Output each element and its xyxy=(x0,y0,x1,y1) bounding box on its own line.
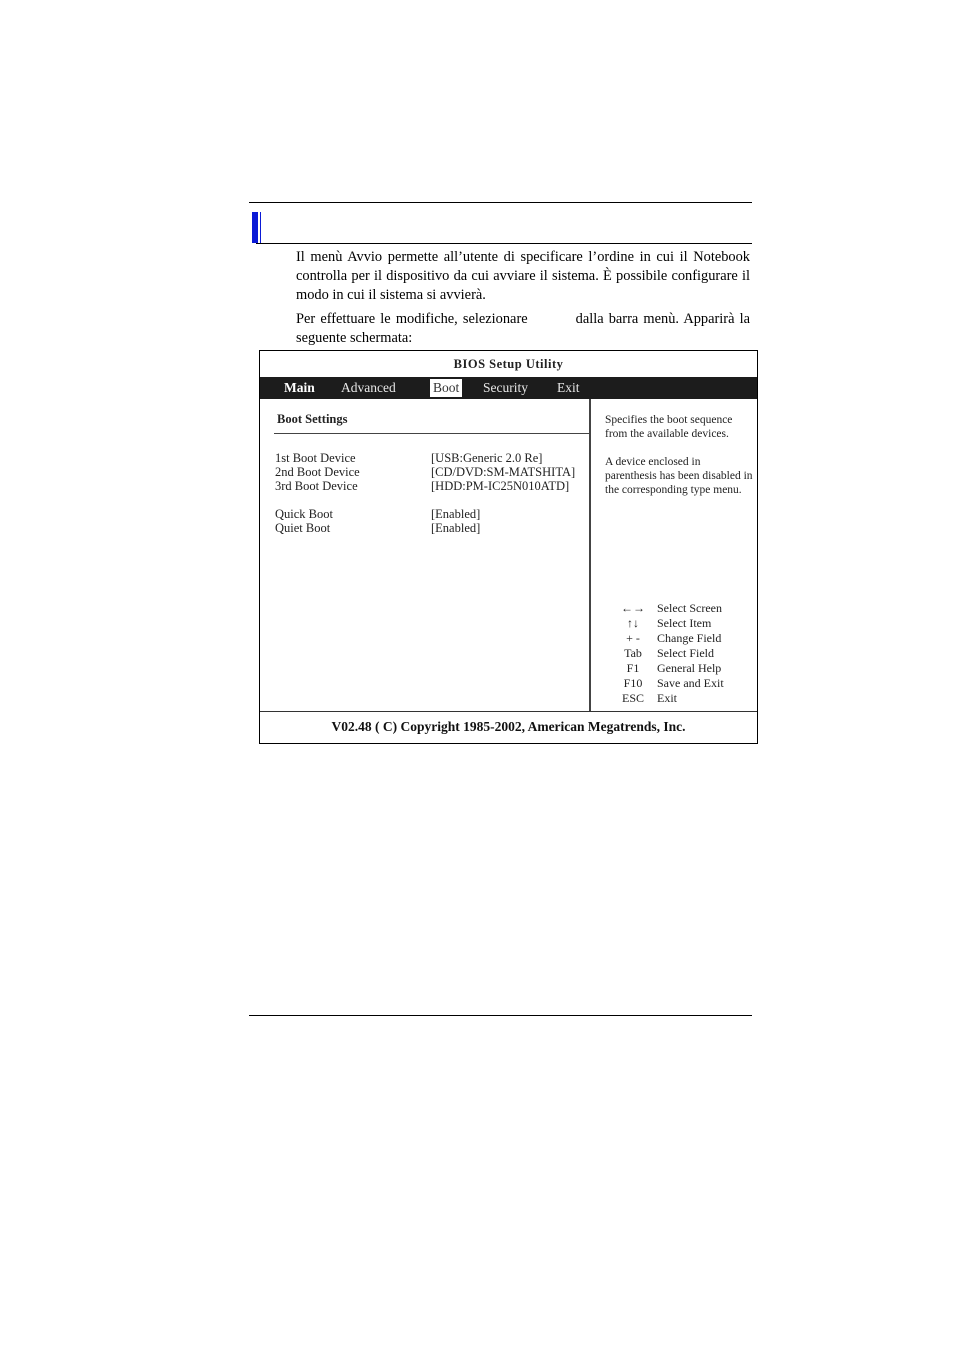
key-row xyxy=(605,676,755,691)
key-row xyxy=(605,616,755,631)
footer-divider xyxy=(260,711,757,712)
setting-label: 2nd Boot Device xyxy=(275,465,360,479)
key-label: + - xyxy=(626,631,640,645)
setting-label: Quiet Boot xyxy=(275,521,331,535)
key-label: F1 xyxy=(626,661,640,675)
key-label: ESC xyxy=(621,691,644,705)
menu-exit[interactable]: Exit xyxy=(557,380,580,395)
setting-label: Quick Boot xyxy=(275,507,333,521)
help-paragraph: Specifies the boot sequence from the available devices. xyxy=(605,414,733,440)
key-legend xyxy=(605,601,755,706)
footer-rule xyxy=(249,1015,752,1016)
key-description: Exit xyxy=(657,691,677,705)
instruction-text-b: dalla barra menù. Apparirà la seguente schermata: xyxy=(296,311,750,346)
left-right-arrows-icon: ←→ xyxy=(621,601,645,615)
bios-screenshot xyxy=(259,350,758,744)
section-marker xyxy=(252,212,258,243)
key-label: Tab xyxy=(624,646,642,660)
intro-paragraph: Il menù Avvio permette all’utente di specificare l’ordine in cui il Notebook controlla per il dispositivo da cui avviare il sistema. È possibile configurare il modo in cui il sistema si avvierà. xyxy=(296,249,750,303)
header-rule xyxy=(249,202,752,203)
key-row xyxy=(605,646,755,661)
bios-menu-bar xyxy=(260,377,757,399)
key-description: Change Field xyxy=(657,631,722,645)
menu-main[interactable]: Main xyxy=(284,380,315,395)
instruction-text-a: Per effettuare le modifiche, selezionare xyxy=(296,311,528,327)
key-row xyxy=(605,631,755,646)
key-label: F10 xyxy=(623,676,643,690)
setting-value[interactable]: [CD/DVD:SM-MATSHITA] xyxy=(431,465,576,479)
menu-boot[interactable]: Boot xyxy=(430,379,462,397)
settings-title: Boot Settings xyxy=(277,412,348,426)
setting-label: 1st Boot Device xyxy=(275,451,356,465)
key-description: Save and Exit xyxy=(657,676,724,690)
key-row xyxy=(605,691,755,706)
setting-label: 3rd Boot Device xyxy=(275,479,358,493)
help-text xyxy=(605,413,753,511)
setting-value[interactable]: [Enabled] xyxy=(431,507,481,521)
settings-divider xyxy=(274,433,589,434)
instruction-paragraph xyxy=(296,310,750,348)
help-paragraph: A device enclosed in parenthesis has been disabled in the corresponding type menu. xyxy=(605,456,753,496)
setting-value[interactable]: [HDD:PM-IC25N010ATD] xyxy=(431,479,570,493)
key-description: Select Item xyxy=(657,616,712,630)
key-description: Select Screen xyxy=(657,601,722,615)
key-row xyxy=(605,661,755,676)
copyright-footer: V02.48 ( C) Copyright 1985-2002, American Megatrends, Inc. xyxy=(331,719,686,734)
settings-pane xyxy=(260,399,591,711)
menu-security[interactable]: Security xyxy=(483,380,528,395)
help-pane xyxy=(591,399,757,711)
key-row xyxy=(605,601,755,616)
bios-title: BIOS Setup Utility xyxy=(453,357,564,371)
up-down-arrows-icon: ↑↓ xyxy=(627,616,639,630)
setting-value[interactable]: [Enabled] xyxy=(431,521,481,535)
key-description: Select Field xyxy=(657,646,714,660)
key-description: General Help xyxy=(657,661,722,675)
section-heading-line xyxy=(256,243,752,244)
menu-advanced[interactable]: Advanced xyxy=(341,380,396,395)
setting-value[interactable]: [USB:Generic 2.0 Re] xyxy=(431,451,543,465)
